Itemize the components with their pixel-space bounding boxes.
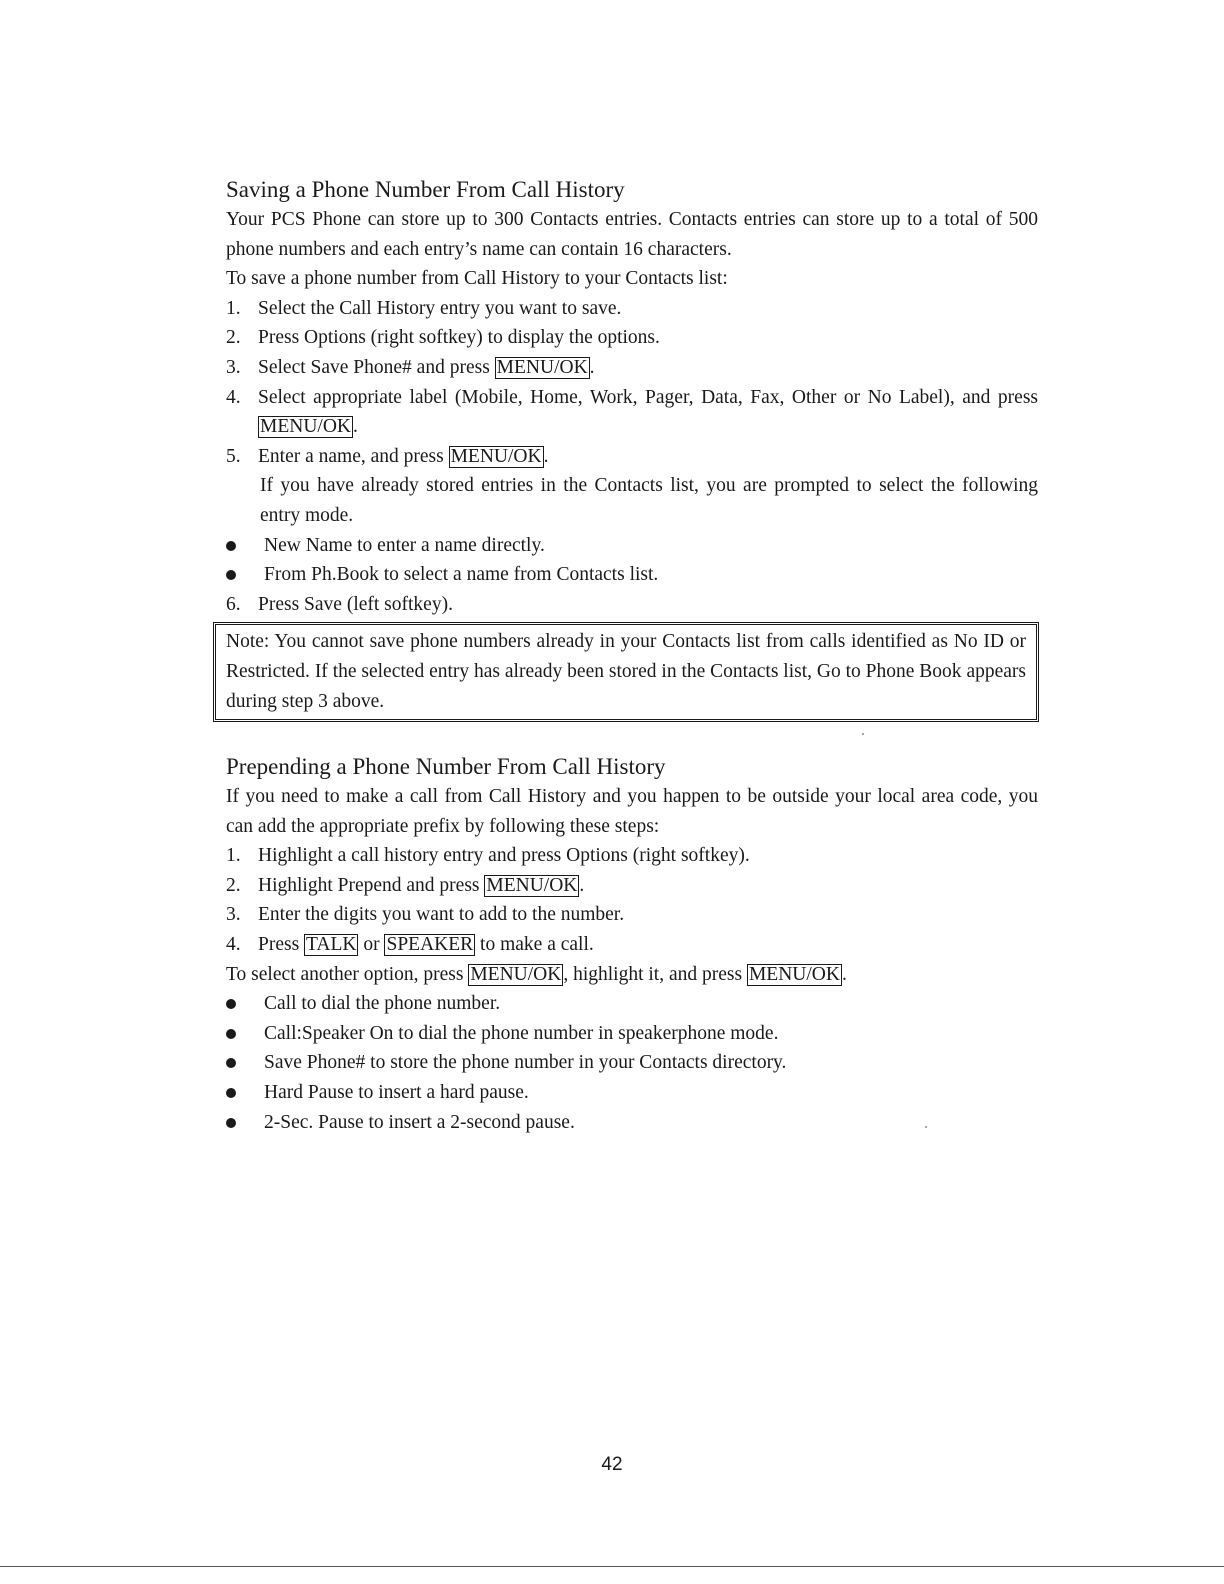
menu-ok-key: MENU/OK	[486, 874, 578, 896]
section1-steps	[226, 294, 1038, 472]
call-options-list	[226, 989, 1038, 1137]
section-title-saving: Saving a Phone Number From Call History	[226, 177, 625, 202]
section2-steps	[226, 841, 1038, 959]
step-text: Enter the digits you want to add to the number.	[258, 904, 625, 926]
note-text: Note: You cannot save phone numbers already in your Contacts list from calls identified as No ID or Restricted. If the selected entry has already been stored in the Contacts list, Go to Phone Book appears during step 3 above.	[226, 631, 1026, 712]
bullet-text: Hard Pause to insert a hard pause.	[264, 1082, 529, 1104]
list-item	[226, 1048, 1038, 1078]
menu-ok-key: MENU/OK	[748, 963, 840, 985]
scan-speck	[925, 1126, 927, 1128]
section2-intro: If you need to make a call from Call History and you happen to be outside your local area code, you can add the appropriate prefix by following these steps:	[226, 786, 1038, 837]
step-text: Select the Call History entry you want to save.	[258, 297, 622, 319]
entry-mode-list	[226, 531, 1038, 590]
step-text-end: to make a call.	[475, 934, 594, 956]
speaker-key: SPEAKER	[386, 934, 474, 956]
list-item	[226, 989, 1038, 1019]
section-prepending	[226, 752, 1038, 1137]
step-text-end: .	[353, 416, 358, 438]
list-item	[226, 1108, 1038, 1138]
list-item	[226, 930, 1038, 960]
bullet-icon	[226, 1088, 236, 1098]
step-number: 6.	[226, 593, 241, 615]
step-text: Select Save Phone# and press	[258, 356, 495, 378]
select-text-start: To select another option, press	[226, 963, 469, 985]
step-text: Press Save (left softkey).	[258, 593, 453, 615]
page-content	[226, 175, 1038, 1137]
section1-step6	[226, 590, 1038, 620]
bullet-icon	[226, 541, 236, 551]
step-text-end: .	[589, 356, 595, 378]
list-item	[226, 871, 1038, 901]
list-item	[226, 353, 1038, 383]
scan-speck	[862, 733, 864, 735]
step-number: 1.	[226, 297, 241, 319]
list-item	[226, 1019, 1038, 1049]
step-text: Enter a name, and press	[258, 445, 449, 467]
step-text: Press Options (right softkey) to display the options.	[258, 327, 660, 349]
select-text-mid: , highlight it, and press	[563, 963, 747, 985]
bullet-icon	[226, 1118, 236, 1128]
bullet-text: Call:Speaker On to dial the phone number in speakerphone mode.	[264, 1022, 779, 1044]
bullet-text: Save Phone# to store the phone number in your Contacts directory.	[264, 1052, 787, 1074]
bullet-text: 2-Sec. Pause to insert a 2-second pause.	[264, 1111, 575, 1133]
talk-key: TALK	[306, 934, 357, 956]
step-number: 4.	[226, 386, 241, 408]
note-box	[213, 622, 1039, 722]
step-text-end: .	[543, 445, 549, 467]
step-text: Highlight a call history entry and press Options (right softkey).	[258, 845, 750, 867]
step-number: 2.	[226, 327, 241, 349]
step-number: 4.	[226, 934, 241, 956]
bottom-border	[0, 1566, 1224, 1567]
list-item	[226, 294, 1038, 324]
step-text: Select appropriate label (Mobile, Home, Work, Pager, Data, Fax, Other or No Label), and press	[258, 386, 1038, 408]
list-item	[226, 900, 1038, 930]
bullet-icon	[226, 999, 236, 1009]
list-item	[226, 323, 1038, 353]
bullet-icon	[226, 570, 236, 580]
bullet-icon	[226, 1058, 236, 1068]
section1-lead: To save a phone number from Call History to your Contacts list:	[226, 268, 728, 290]
step-number: 3.	[226, 356, 241, 378]
select-text-end: .	[841, 963, 847, 985]
section-title-prepending: Prepending a Phone Number From Call History	[226, 754, 666, 780]
list-item	[226, 531, 1038, 561]
step5-detail: If you have already stored entries in the Contacts list, you are prompted to select the following entry mode.	[260, 475, 1038, 526]
list-item	[226, 590, 1038, 620]
step-text-end: .	[579, 874, 585, 896]
step-text: Highlight Prepend and press	[258, 874, 485, 896]
section1-intro: Your PCS Phone can store up to 300 Contacts entries. Contacts entries can store up to a total of 500 phone numbers and each entry’s name can contain 16 characters.	[226, 209, 1038, 260]
step-text: Press	[258, 934, 305, 956]
bullet-text: New Name to enter a name directly.	[264, 534, 545, 556]
select-option-line	[226, 960, 1038, 990]
list-item	[226, 442, 1038, 472]
step-text-mid: or	[358, 934, 385, 956]
step-number: 3.	[226, 904, 241, 926]
step-number: 5.	[226, 445, 241, 467]
menu-ok-key: MENU/OK	[260, 416, 351, 438]
bullet-text: Call to dial the phone number.	[264, 993, 501, 1015]
step-number: 2.	[226, 874, 241, 896]
list-item	[226, 841, 1038, 871]
list-item	[226, 1078, 1038, 1108]
menu-ok-key: MENU/OK	[450, 445, 542, 467]
page-number: 42	[601, 1454, 623, 1475]
list-item	[226, 383, 1038, 442]
step-number: 1.	[226, 845, 241, 867]
menu-ok-key: MENU/OK	[470, 963, 562, 985]
bullet-icon	[226, 1029, 236, 1039]
menu-ok-key: MENU/OK	[496, 356, 588, 378]
list-item	[226, 560, 1038, 590]
bullet-text: From Ph.Book to select a name from Contacts list.	[264, 564, 659, 586]
